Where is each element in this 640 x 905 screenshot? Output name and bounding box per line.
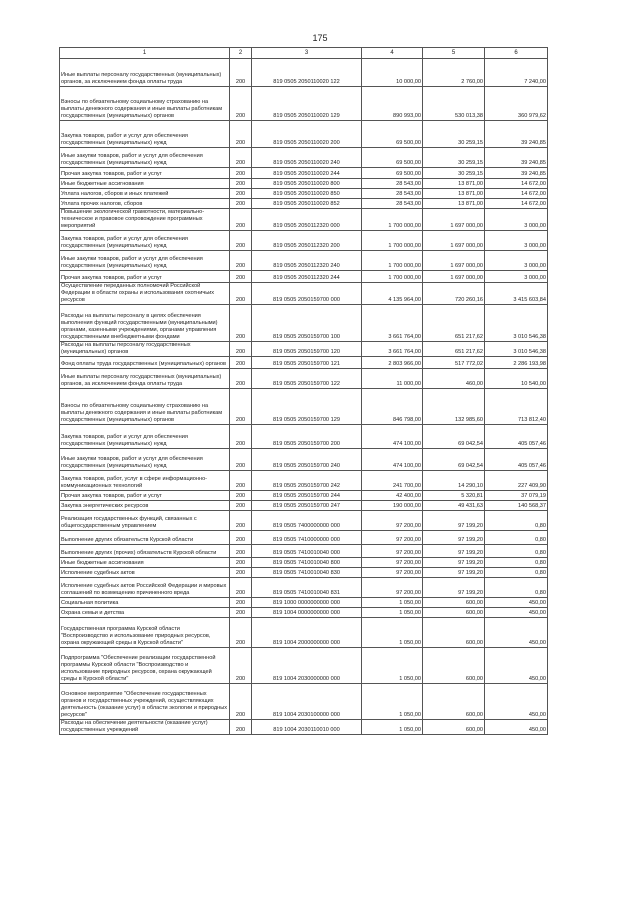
row-classification-code-cell: 819 0505 2050110020 200 — [252, 121, 362, 148]
table-row — [60, 608, 548, 618]
table-row — [60, 209, 548, 231]
row-admin-code-cell: 200 — [230, 179, 252, 189]
row-classification-code-cell: 819 1004 2030100000 000 — [252, 684, 362, 720]
row-name-cell: Закупка товаров, работ и услуг для обеспечения государственных (муниципальных) нужд — [60, 231, 230, 251]
row-classification-code-cell: 819 0505 7410010040 000 — [252, 545, 362, 558]
row-name-cell: Закупка энергетических ресурсов — [60, 501, 230, 511]
row-unexecuted-amount-cell: 3 415 603,84 — [485, 283, 548, 305]
row-approved-amount-cell: 4 135 964,00 — [362, 283, 423, 305]
row-name-cell: Подпрограмма "Обеспечение реализации государственной программы Курской области "Воспроизводство и использование природных ресурсов, охрана окружающей среды в Курской области" — [60, 648, 230, 684]
row-admin-code-cell: 200 — [230, 720, 252, 735]
row-name-cell: Фонд оплаты труда государственных (муниципальных) органов — [60, 357, 230, 369]
row-approved-amount-cell: 97 200,00 — [362, 578, 423, 598]
row-executed-amount-cell: 13 871,00 — [423, 189, 485, 199]
row-approved-amount-cell: 3 661 764,00 — [362, 342, 423, 357]
row-approved-amount-cell: 3 661 764,00 — [362, 305, 423, 342]
row-unexecuted-amount-cell: 3 010 546,38 — [485, 342, 548, 357]
row-classification-code-cell: 819 1004 2030110010 000 — [252, 720, 362, 735]
row-unexecuted-amount-cell: 0,80 — [485, 558, 548, 568]
table-row — [60, 471, 548, 491]
row-approved-amount-cell: 846 798,00 — [362, 389, 423, 425]
table-row — [60, 389, 548, 425]
table-row — [60, 305, 548, 342]
row-admin-code-cell: 200 — [230, 87, 252, 121]
row-classification-code-cell: 819 0505 2050110020 122 — [252, 59, 362, 87]
table-row — [60, 578, 548, 598]
row-executed-amount-cell: 69 042,54 — [423, 449, 485, 471]
table-row — [60, 449, 548, 471]
row-approved-amount-cell: 97 200,00 — [362, 558, 423, 568]
row-executed-amount-cell: 30 259,15 — [423, 168, 485, 179]
table-row — [60, 168, 548, 179]
row-executed-amount-cell: 97 199,20 — [423, 531, 485, 545]
row-unexecuted-amount-cell: 3 000,00 — [485, 209, 548, 231]
row-executed-amount-cell: 97 199,20 — [423, 558, 485, 568]
row-unexecuted-amount-cell: 3 000,00 — [485, 271, 548, 283]
row-classification-code-cell: 819 0505 2050159700 000 — [252, 283, 362, 305]
table-row — [60, 501, 548, 511]
row-admin-code-cell: 200 — [230, 491, 252, 501]
row-admin-code-cell: 200 — [230, 471, 252, 491]
row-approved-amount-cell: 97 200,00 — [362, 545, 423, 558]
row-admin-code-cell: 200 — [230, 545, 252, 558]
row-executed-amount-cell: 600,00 — [423, 598, 485, 608]
row-approved-amount-cell: 1 050,00 — [362, 684, 423, 720]
row-classification-code-cell: 819 0505 2050110020 800 — [252, 179, 362, 189]
row-unexecuted-amount-cell: 360 979,62 — [485, 87, 548, 121]
row-approved-amount-cell: 69 500,00 — [362, 168, 423, 179]
row-approved-amount-cell: 10 000,00 — [362, 59, 423, 87]
row-classification-code-cell: 819 0505 2050112320 000 — [252, 209, 362, 231]
row-unexecuted-amount-cell: 450,00 — [485, 598, 548, 608]
row-approved-amount-cell: 97 200,00 — [362, 568, 423, 578]
budget-table — [59, 47, 548, 735]
row-classification-code-cell: 819 0505 2050159700 100 — [252, 305, 362, 342]
row-executed-amount-cell: 14 290,10 — [423, 471, 485, 491]
row-admin-code-cell: 200 — [230, 231, 252, 251]
table-row — [60, 618, 548, 648]
table-row — [60, 231, 548, 251]
row-executed-amount-cell: 600,00 — [423, 648, 485, 684]
row-name-cell: Иные закупки товаров, работ и услуг для обеспечения государственных (муниципальных) нужд — [60, 251, 230, 271]
row-name-cell: Исполнение судебных актов — [60, 568, 230, 578]
table-row — [60, 568, 548, 578]
row-approved-amount-cell: 28 543,00 — [362, 189, 423, 199]
row-executed-amount-cell: 517 772,02 — [423, 357, 485, 369]
row-executed-amount-cell: 1 697 000,00 — [423, 209, 485, 231]
row-name-cell: Иные бюджетные ассигнования — [60, 179, 230, 189]
row-name-cell: Иные выплаты персоналу государственных (муниципальных) органов, за исключением фонда оплаты труда — [60, 59, 230, 87]
table-row — [60, 357, 548, 369]
row-admin-code-cell: 200 — [230, 199, 252, 209]
header-cell: 1 — [60, 48, 230, 59]
table-row — [60, 545, 548, 558]
row-classification-code-cell: 819 0505 2050159700 121 — [252, 357, 362, 369]
header-cell: 2 — [230, 48, 252, 59]
row-name-cell: Закупка товаров, работ и услуг для обеспечения государственных (муниципальных) нужд — [60, 425, 230, 449]
row-name-cell: Иные закупки товаров, работ и услуг для обеспечения государственных (муниципальных) нужд — [60, 449, 230, 471]
row-executed-amount-cell: 2 760,00 — [423, 59, 485, 87]
row-executed-amount-cell: 132 985,60 — [423, 389, 485, 425]
row-unexecuted-amount-cell: 713 812,40 — [485, 389, 548, 425]
row-executed-amount-cell: 49 431,63 — [423, 501, 485, 511]
row-classification-code-cell: 819 0505 7410000000 000 — [252, 531, 362, 545]
row-name-cell: Реализация государственных функций, связанных с общегосударственным управлением — [60, 511, 230, 531]
row-classification-code-cell: 819 0505 2050110020 129 — [252, 87, 362, 121]
row-executed-amount-cell: 69 042,54 — [423, 425, 485, 449]
row-approved-amount-cell: 474 100,00 — [362, 449, 423, 471]
row-unexecuted-amount-cell: 405 057,46 — [485, 449, 548, 471]
row-admin-code-cell: 200 — [230, 209, 252, 231]
row-unexecuted-amount-cell: 39 240,85 — [485, 168, 548, 179]
row-executed-amount-cell: 97 199,20 — [423, 511, 485, 531]
row-executed-amount-cell: 13 871,00 — [423, 179, 485, 189]
row-unexecuted-amount-cell: 450,00 — [485, 720, 548, 735]
row-admin-code-cell: 200 — [230, 648, 252, 684]
row-executed-amount-cell: 600,00 — [423, 684, 485, 720]
row-executed-amount-cell: 600,00 — [423, 608, 485, 618]
row-admin-code-cell: 200 — [230, 189, 252, 199]
row-name-cell: Прочая закупка товаров, работ и услуг — [60, 168, 230, 179]
row-executed-amount-cell: 600,00 — [423, 618, 485, 648]
table-row — [60, 121, 548, 148]
row-approved-amount-cell: 241 700,00 — [362, 471, 423, 491]
table-row — [60, 558, 548, 568]
row-executed-amount-cell: 1 697 000,00 — [423, 231, 485, 251]
row-unexecuted-amount-cell: 3 000,00 — [485, 231, 548, 251]
row-executed-amount-cell: 460,00 — [423, 369, 485, 389]
row-unexecuted-amount-cell: 14 672,00 — [485, 189, 548, 199]
row-name-cell: Выполнение других обязательств Курской области — [60, 531, 230, 545]
row-classification-code-cell: 819 0505 2050110020 852 — [252, 199, 362, 209]
row-unexecuted-amount-cell: 3 010 546,38 — [485, 305, 548, 342]
row-name-cell: Иные выплаты персоналу государственных (муниципальных) органов, за исключением фонда оплаты труда — [60, 369, 230, 389]
table-row — [60, 342, 548, 357]
row-classification-code-cell: 819 1004 2000000000 000 — [252, 618, 362, 648]
row-unexecuted-amount-cell: 39 240,85 — [485, 148, 548, 168]
row-name-cell: Государственная программа Курской области "Воспроизводство и использование природных ресурсов, охрана окружающей среды в Курской области" — [60, 618, 230, 648]
row-name-cell: Закупка товаров, работ, услуг в сфере информационно-коммуникационных технологий — [60, 471, 230, 491]
row-admin-code-cell: 200 — [230, 449, 252, 471]
row-classification-code-cell: 819 0505 2050159700 247 — [252, 501, 362, 511]
table-row — [60, 251, 548, 271]
row-approved-amount-cell: 11 000,00 — [362, 369, 423, 389]
row-approved-amount-cell: 42 400,00 — [362, 491, 423, 501]
row-admin-code-cell: 200 — [230, 283, 252, 305]
row-classification-code-cell: 819 0505 7410010040 830 — [252, 568, 362, 578]
table-row — [60, 283, 548, 305]
row-executed-amount-cell: 30 259,15 — [423, 121, 485, 148]
row-unexecuted-amount-cell: 405 057,46 — [485, 425, 548, 449]
row-name-cell: Иные бюджетные ассигнования — [60, 558, 230, 568]
row-unexecuted-amount-cell: 37 079,19 — [485, 491, 548, 501]
row-classification-code-cell: 819 1004 2030000000 000 — [252, 648, 362, 684]
row-unexecuted-amount-cell: 450,00 — [485, 618, 548, 648]
row-approved-amount-cell: 190 000,00 — [362, 501, 423, 511]
row-name-cell: Расходы на выплаты персоналу государственных (муниципальных) органов — [60, 342, 230, 357]
row-executed-amount-cell: 651 217,62 — [423, 342, 485, 357]
table-row — [60, 491, 548, 501]
table-row — [60, 425, 548, 449]
row-name-cell: Исполнение судебных актов Российской Федерации и мировых соглашений по возмещению причиненного вреда — [60, 578, 230, 598]
row-approved-amount-cell: 28 543,00 — [362, 199, 423, 209]
table-row — [60, 179, 548, 189]
row-admin-code-cell: 200 — [230, 271, 252, 283]
row-name-cell: Расходы на обеспечение деятельности (оказание услуг) государственных учреждений — [60, 720, 230, 735]
row-admin-code-cell: 200 — [230, 501, 252, 511]
row-admin-code-cell: 200 — [230, 148, 252, 168]
row-classification-code-cell: 819 0505 7410010040 800 — [252, 558, 362, 568]
row-classification-code-cell: 819 1000 0000000000 000 — [252, 598, 362, 608]
row-classification-code-cell: 819 0505 2050159700 129 — [252, 389, 362, 425]
row-unexecuted-amount-cell: 227 409,90 — [485, 471, 548, 491]
table-row — [60, 648, 548, 684]
row-approved-amount-cell: 69 500,00 — [362, 148, 423, 168]
row-classification-code-cell: 819 0505 2050112320 244 — [252, 271, 362, 283]
row-name-cell: Взносы по обязательному социальному страхованию на выплаты денежного содержания и иные выплаты работникам государственных (муниципальных) органов — [60, 389, 230, 425]
row-executed-amount-cell: 13 871,00 — [423, 199, 485, 209]
row-unexecuted-amount-cell: 10 540,00 — [485, 369, 548, 389]
row-executed-amount-cell: 651 217,62 — [423, 305, 485, 342]
row-name-cell: Расходы на выплаты персоналу в целях обеспечения выполнения функций государственными (муниципальными) органами, казенными учреждениями, органами управления государственными внебюджетными фондами — [60, 305, 230, 342]
row-admin-code-cell: 200 — [230, 369, 252, 389]
row-executed-amount-cell: 97 199,20 — [423, 568, 485, 578]
header-cell: 4 — [362, 48, 423, 59]
row-admin-code-cell: 200 — [230, 531, 252, 545]
table-row — [60, 271, 548, 283]
table-row — [60, 87, 548, 121]
header-cell: 6 — [485, 48, 548, 59]
row-approved-amount-cell: 1 050,00 — [362, 608, 423, 618]
row-approved-amount-cell: 97 200,00 — [362, 511, 423, 531]
row-admin-code-cell: 200 — [230, 558, 252, 568]
row-admin-code-cell: 200 — [230, 598, 252, 608]
row-executed-amount-cell: 97 199,20 — [423, 578, 485, 598]
page-number: 175 — [312, 33, 328, 43]
row-unexecuted-amount-cell: 450,00 — [485, 608, 548, 618]
row-classification-code-cell: 819 0505 2050159700 120 — [252, 342, 362, 357]
table-row — [60, 189, 548, 199]
table-row — [60, 59, 548, 87]
row-classification-code-cell: 819 0505 2050110020 240 — [252, 148, 362, 168]
row-admin-code-cell: 200 — [230, 251, 252, 271]
row-admin-code-cell: 200 — [230, 425, 252, 449]
row-approved-amount-cell: 1 050,00 — [362, 618, 423, 648]
row-admin-code-cell: 200 — [230, 342, 252, 357]
row-unexecuted-amount-cell: 0,80 — [485, 531, 548, 545]
row-admin-code-cell: 200 — [230, 121, 252, 148]
row-classification-code-cell: 819 0505 2050159700 244 — [252, 491, 362, 501]
row-name-cell: Взносы по обязательному социальному страхованию на выплаты денежного содержания и иные выплаты работникам государственных (муниципальных) органов — [60, 87, 230, 121]
row-classification-code-cell: 819 0505 2050159700 240 — [252, 449, 362, 471]
row-admin-code-cell: 200 — [230, 59, 252, 87]
row-classification-code-cell: 819 0505 2050159700 200 — [252, 425, 362, 449]
row-admin-code-cell: 200 — [230, 357, 252, 369]
row-approved-amount-cell: 1 700 000,00 — [362, 231, 423, 251]
row-unexecuted-amount-cell: 140 568,37 — [485, 501, 548, 511]
row-classification-code-cell: 819 1004 0000000000 000 — [252, 608, 362, 618]
row-executed-amount-cell: 30 259,15 — [423, 148, 485, 168]
row-admin-code-cell: 200 — [230, 618, 252, 648]
row-admin-code-cell: 200 — [230, 684, 252, 720]
row-unexecuted-amount-cell: 14 672,00 — [485, 179, 548, 189]
row-approved-amount-cell: 1 050,00 — [362, 598, 423, 608]
row-classification-code-cell: 819 0505 2050159700 122 — [252, 369, 362, 389]
row-classification-code-cell: 819 0505 7400000000 000 — [252, 511, 362, 531]
row-classification-code-cell: 819 0505 2050110020 850 — [252, 189, 362, 199]
row-unexecuted-amount-cell: 14 672,00 — [485, 199, 548, 209]
row-unexecuted-amount-cell: 7 240,00 — [485, 59, 548, 87]
row-approved-amount-cell: 1 700 000,00 — [362, 271, 423, 283]
row-name-cell: Осуществление переданных полномочий Российской Федерации в области охраны и использования охотничьих ресурсов — [60, 283, 230, 305]
row-admin-code-cell: 200 — [230, 168, 252, 179]
table-row — [60, 720, 548, 735]
row-classification-code-cell: 819 0505 2050112320 240 — [252, 251, 362, 271]
row-approved-amount-cell: 97 200,00 — [362, 531, 423, 545]
row-unexecuted-amount-cell: 0,80 — [485, 568, 548, 578]
row-admin-code-cell: 200 — [230, 511, 252, 531]
table-header-row — [60, 48, 548, 59]
row-classification-code-cell: 819 0505 7410010040 831 — [252, 578, 362, 598]
row-approved-amount-cell: 28 543,00 — [362, 179, 423, 189]
header-cell: 3 — [252, 48, 362, 59]
row-name-cell: Выполнение других (прочих) обязательств Курской области — [60, 545, 230, 558]
row-unexecuted-amount-cell: 450,00 — [485, 684, 548, 720]
row-name-cell: Социальная политика — [60, 598, 230, 608]
row-name-cell: Иные закупки товаров, работ и услуг для обеспечения государственных (муниципальных) нужд — [60, 148, 230, 168]
table-row — [60, 369, 548, 389]
header-cell: 5 — [423, 48, 485, 59]
table-row — [60, 511, 548, 531]
row-admin-code-cell: 200 — [230, 608, 252, 618]
row-name-cell: Охрана семьи и детства — [60, 608, 230, 618]
row-unexecuted-amount-cell: 0,80 — [485, 545, 548, 558]
row-admin-code-cell: 200 — [230, 389, 252, 425]
table-row — [60, 598, 548, 608]
row-unexecuted-amount-cell: 2 286 193,98 — [485, 357, 548, 369]
row-executed-amount-cell: 97 199,20 — [423, 545, 485, 558]
row-name-cell: Прочая закупка товаров, работ и услуг — [60, 271, 230, 283]
row-executed-amount-cell: 600,00 — [423, 720, 485, 735]
row-approved-amount-cell: 69 500,00 — [362, 121, 423, 148]
row-classification-code-cell: 819 0505 2050110020 244 — [252, 168, 362, 179]
table-row — [60, 684, 548, 720]
row-approved-amount-cell: 890 993,00 — [362, 87, 423, 121]
row-unexecuted-amount-cell: 0,80 — [485, 578, 548, 598]
row-classification-code-cell: 819 0505 2050159700 242 — [252, 471, 362, 491]
row-unexecuted-amount-cell: 450,00 — [485, 648, 548, 684]
row-name-cell: Прочая закупка товаров, работ и услуг — [60, 491, 230, 501]
row-admin-code-cell: 200 — [230, 305, 252, 342]
row-approved-amount-cell: 1 050,00 — [362, 720, 423, 735]
row-name-cell: Повышение экологической грамотности, материально-техническое и правовое сопровождение программных мероприятий — [60, 209, 230, 231]
row-approved-amount-cell: 474 100,00 — [362, 425, 423, 449]
row-executed-amount-cell: 1 697 000,00 — [423, 251, 485, 271]
row-name-cell: Уплата налогов, сборов и иных платежей — [60, 189, 230, 199]
row-executed-amount-cell: 720 260,16 — [423, 283, 485, 305]
row-approved-amount-cell: 1 700 000,00 — [362, 209, 423, 231]
row-unexecuted-amount-cell: 3 000,00 — [485, 251, 548, 271]
table-row — [60, 148, 548, 168]
row-name-cell: Уплата прочих налогов, сборов — [60, 199, 230, 209]
row-name-cell: Основное мероприятие "Обеспечение государственных органов и государственных учреждений, осуществляющих деятельность (оказание услуг) в области экологии и природных ресурсов" — [60, 684, 230, 720]
row-approved-amount-cell: 1 700 000,00 — [362, 251, 423, 271]
row-unexecuted-amount-cell: 0,80 — [485, 511, 548, 531]
row-executed-amount-cell: 1 697 000,00 — [423, 271, 485, 283]
table-row — [60, 199, 548, 209]
table-row — [60, 531, 548, 545]
row-admin-code-cell: 200 — [230, 578, 252, 598]
row-admin-code-cell: 200 — [230, 568, 252, 578]
row-classification-code-cell: 819 0505 2050112320 200 — [252, 231, 362, 251]
row-executed-amount-cell: 530 013,38 — [423, 87, 485, 121]
row-name-cell: Закупка товаров, работ и услуг для обеспечения государственных (муниципальных) нужд — [60, 121, 230, 148]
row-unexecuted-amount-cell: 39 240,85 — [485, 121, 548, 148]
row-approved-amount-cell: 2 803 966,00 — [362, 357, 423, 369]
row-approved-amount-cell: 1 050,00 — [362, 648, 423, 684]
row-executed-amount-cell: 5 320,81 — [423, 491, 485, 501]
